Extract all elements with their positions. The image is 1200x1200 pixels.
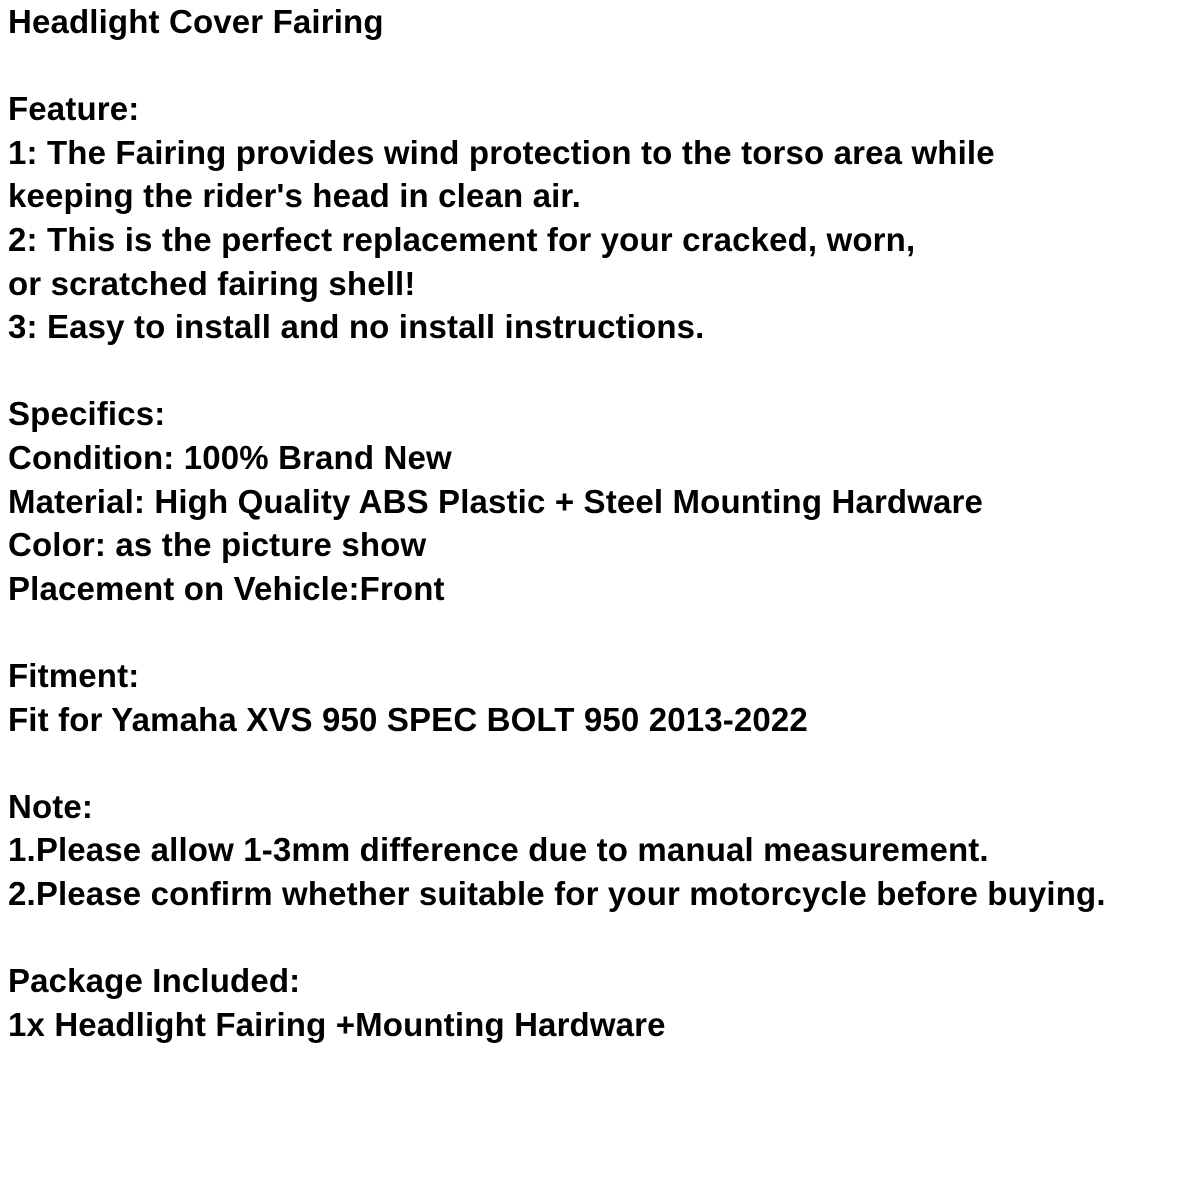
note-line: 2.Please confirm whether suitable for your motorcycle before buying. — [8, 874, 1106, 912]
feature-line: 3: Easy to install and no install instructions. — [8, 308, 705, 346]
fitment-line: Fit for Yamaha XVS 950 SPEC BOLT 950 2013-2022 — [8, 700, 808, 738]
feature-heading: Feature: — [8, 90, 140, 128]
note-line: 1.Please allow 1-3mm difference due to manual measurement. — [8, 831, 989, 869]
feature-line: keeping the rider's head in clean air. — [8, 177, 581, 215]
package-heading: Package Included: — [8, 962, 301, 1000]
spacer — [8, 349, 1193, 393]
product-description — [8, 0, 1193, 1046]
spacer — [8, 44, 1193, 88]
note-heading: Note: — [8, 787, 94, 825]
specifics-line: Material: High Quality ABS Plastic + Steel Mounting Hardware — [8, 482, 984, 520]
spacer — [8, 741, 1193, 785]
page-title: Headlight Cover Fairing — [8, 3, 384, 40]
specifics-heading: Specifics: — [8, 395, 166, 433]
spacer — [8, 610, 1193, 654]
feature-line: 1: The Fairing provides wind protection to the torso area while — [8, 133, 995, 171]
feature-line: or scratched fairing shell! — [8, 264, 416, 302]
fitment-heading: Fitment: — [8, 656, 140, 694]
specifics-line: Condition: 100% Brand New — [8, 438, 452, 476]
package-line: 1x Headlight Fairing +Mounting Hardware — [8, 1005, 666, 1043]
specifics-line: Color: as the picture show — [8, 526, 427, 564]
specifics-line: Placement on Vehicle:Front — [8, 569, 445, 607]
feature-line: 2: This is the perfect replacement for your cracked, worn, — [8, 220, 916, 258]
spacer — [8, 915, 1193, 959]
